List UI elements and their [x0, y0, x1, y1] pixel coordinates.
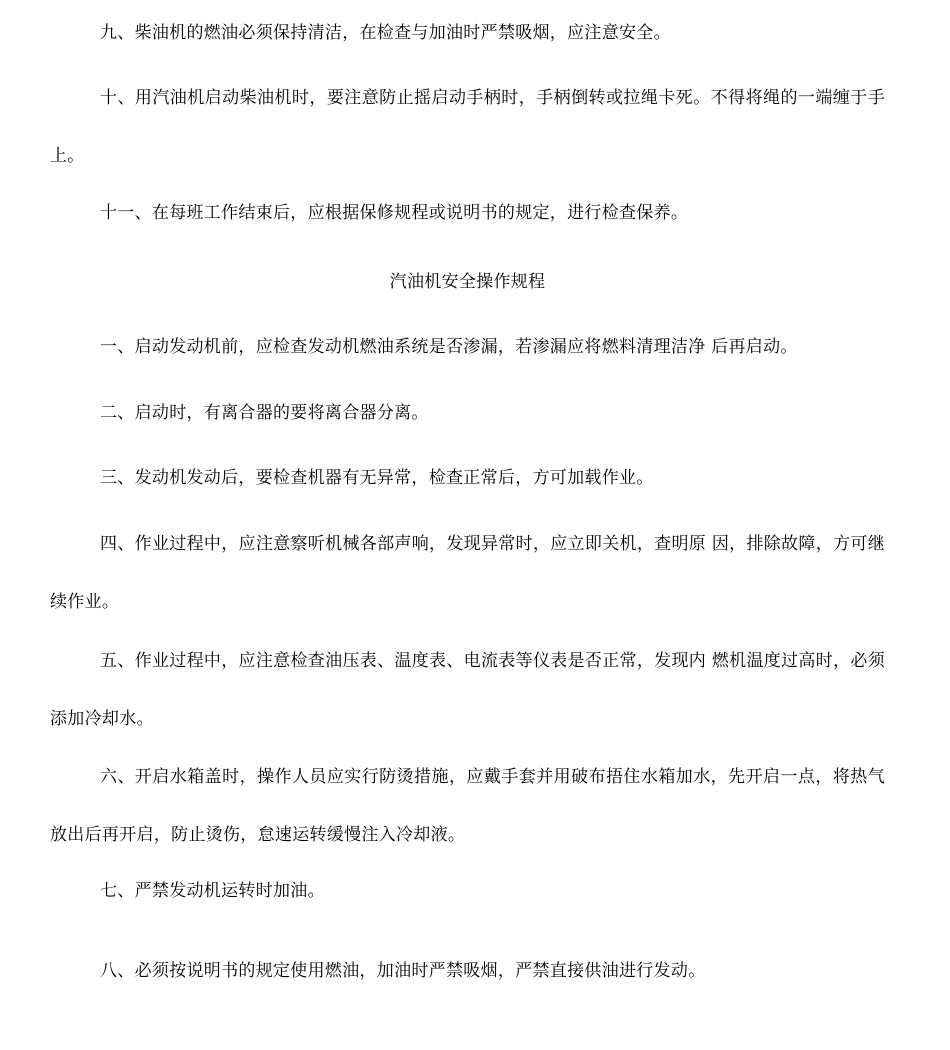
paragraph-item-9: 九、柴油机的燃油必须保持清洁，在检查与加油时严禁吸烟，应注意安全。: [100, 23, 671, 43]
paragraph-item-11: 十一、在每班工作结束后，应根据保修规程或说明书的规定，进行检查保养。: [100, 203, 689, 223]
paragraph-rule-5: 五、作业过程中，应注意检查油压表、温度表、电流表等仪表是否正常，发现内 燃机温度过高时，必须添加冷却水。: [50, 651, 885, 729]
paragraph-rule-2: 二、启动时，有离合器的要将离合器分离。: [100, 403, 429, 423]
section-title: 汽油机安全操作规程: [389, 272, 546, 292]
paragraph-rule-6: 六、开启水箱盖时，操作人员应实行防烫措施，应戴手套并用破布捂住水箱加水，先开启一点，将热气放出后再开启，防止烫伤，怠速运转缓慢注入冷却液。: [50, 767, 885, 845]
paragraph-item-10: 十、用汽油机启动柴油机时，要注意防止摇启动手柄时，手柄倒转或拉绳卡死。不得将绳的一端缠于手上。: [50, 88, 885, 166]
paragraph-rule-7: 七、严禁发动机运转时加油。: [100, 881, 325, 901]
paragraph-rule-3: 三、发动机发动后，要检查机器有无异常，检查正常后，方可加载作业。: [100, 468, 654, 488]
paragraph-rule-1: 一、启动发动机前，应检查发动机燃油系统是否渗漏，若渗漏应将燃料清理洁净 后再启动。: [100, 337, 798, 357]
paragraph-rule-8: 八、必须按说明书的规定使用燃油，加油时严禁吸烟，严禁直接供油进行发动。: [100, 961, 706, 981]
paragraph-rule-4: 四、作业过程中，应注意察听机械各部声响，发现异常时，应立即关机，查明原 因，排除故障，方可继续作业。: [50, 534, 885, 612]
